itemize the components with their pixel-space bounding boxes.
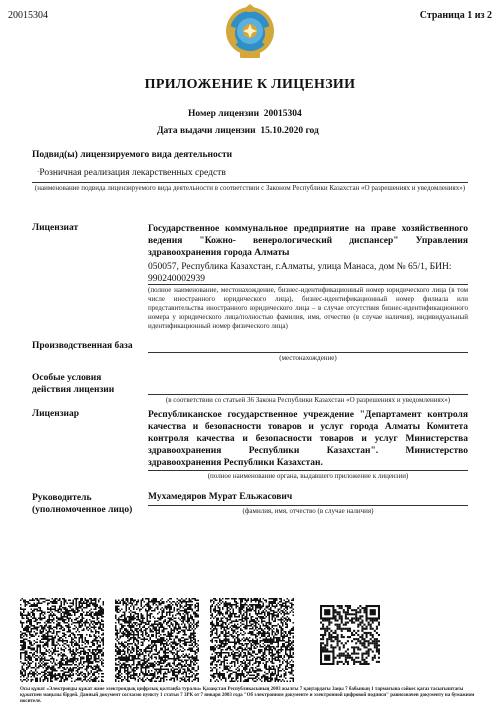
state-emblem-icon [224, 4, 276, 60]
head-divider [148, 505, 468, 506]
license-number-label: Номер лицензии [188, 109, 260, 119]
subtypes-divider [32, 182, 468, 183]
signature-barcode-1 [20, 598, 104, 682]
head-note: (фамилия, имя, отчество (в случае наличия) [242, 507, 374, 515]
document-number: 20015304 [8, 10, 48, 21]
license-date-row [157, 126, 319, 136]
license-date-value: 15.10.2020 год [260, 126, 319, 136]
licensee-divider [148, 284, 468, 285]
special-conditions-note: (в соответствии со статьей 36 Закона Республики Казахстан «О разрешениях и уведомлениях») [165, 396, 451, 404]
licensor-name: Республиканское государственное учреждение "Департамент контроля качества и безопасности товаров и услуг города Алматы Комитета контроля качества и безопасности товаров и услуг Министерства здравоохранения Республики Казахстан". Министерство здравоохранения Республики Казахстан. [148, 410, 468, 468]
licensor-divider [148, 470, 468, 471]
production-base-label: Производственная база [32, 341, 133, 351]
head-label-line2: (уполномоченное лицо) [32, 505, 133, 515]
licensee-address: 050057, Республика Казахстан, г.Алматы, улица Манаса, дом № 65/1, БИН: 990240002939 [148, 262, 452, 284]
subtype-item-text: Розничная реализация лекарственных средств [39, 168, 226, 178]
licensee-label: Лицензиат [32, 223, 79, 233]
licensor-label: Лицензиар [32, 409, 80, 419]
head-label [32, 492, 132, 516]
licensee-name: Государственное коммунальное предприятие на праве хозяйственного ведения "Кожно- венерологический диспансер" Управления здравоохранения города Алматы [148, 224, 468, 258]
special-conditions-label-line2: действия лицензии [32, 385, 115, 395]
special-conditions-label-line1: Особые условия [32, 373, 102, 383]
signature-barcode-2 [115, 598, 199, 682]
licensee-note: (полное наименование, местонахождение, бизнес-идентификационный номер юридического лица (в том числе иностранного юридического лица), бизнес-идентификационный номер филиала или представительства иностранного юридического лица – в случае отсутствия бизнес-идентификационного номера у юридического лица/полностью фамилия, имя, отчество (в случае наличия), индивидуальный идентификационный номер физического лица) [148, 286, 468, 330]
production-base-note: (местонахождение) [279, 354, 337, 362]
production-base-divider [148, 352, 468, 353]
signature-barcode-3 [210, 598, 294, 682]
subtype-item: ·Розничная реализация лекарственных средств [37, 168, 226, 178]
page-title: ПРИЛОЖЕНИЕ К ЛИЦЕНЗИИ [144, 77, 356, 92]
special-conditions-label [32, 372, 114, 396]
subtypes-heading: Подвид(ы) лицензируемого вида деятельности [32, 150, 233, 160]
license-number-value: 20015304 [263, 109, 302, 119]
subtypes-note: (наименование подвида лицензируемого вида деятельности в соответствии с Законом Республики Казахстан «О разрешениях и уведомлениях») [34, 184, 466, 192]
licensor-note: (полное наименование органа, выдавшего приложение к лицензии) [207, 472, 409, 480]
head-name: Мухамедяров Мурат Ельжасович [148, 492, 293, 502]
page-indicator: Страница 1 из 2 [419, 10, 492, 21]
license-date-label: Дата выдачи лицензии [157, 126, 256, 136]
license-number-row [188, 109, 302, 119]
head-label-line1: Руководитель [32, 493, 92, 503]
qr-code-icon[interactable] [320, 605, 380, 665]
special-conditions-divider [148, 394, 468, 395]
legal-footer: Осы құжат «Электронды құжат және электрондық цифрлық қолтаңба туралы» Қазақстан Республикасының 2003 жылғы 7 қаңтардағы Заңы 7 бабының 1 тармағына сәйкес қағаз тасығыштағы құжатпен маңызы бірдей. Данный документ согласно пункту 1 статьи 7 ЗРК от 7 января 2003 года "Об электронном документе и электронной цифровой подписи" равнозначен документу на бумажном носителе. [20, 687, 475, 704]
